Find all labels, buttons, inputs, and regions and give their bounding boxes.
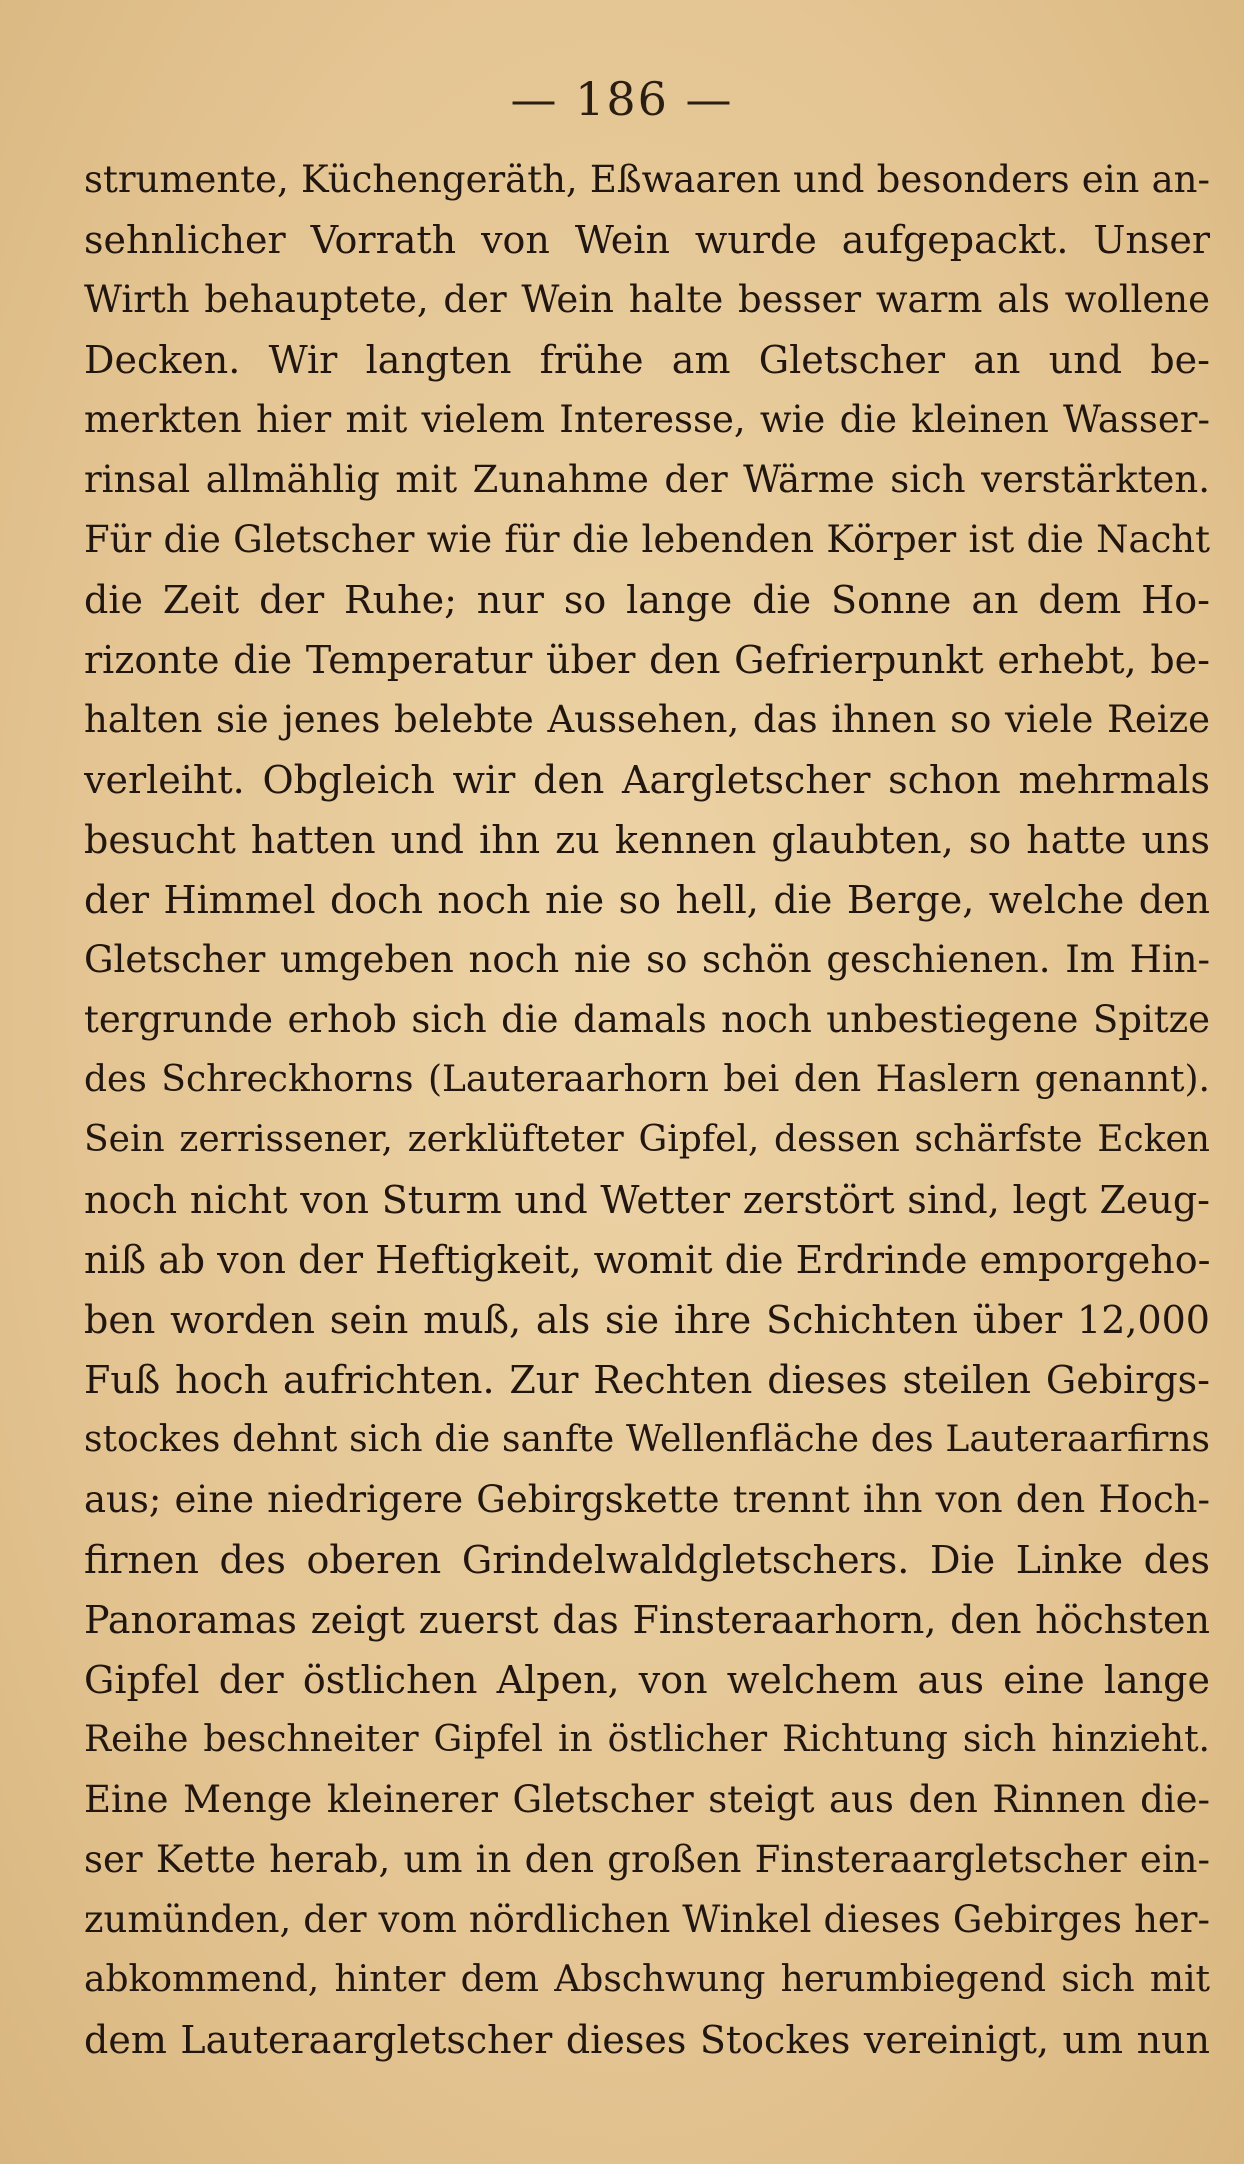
text-line: Reihe beschneiter Gipfel in östlicher Richtung sich hinzieht. bbox=[84, 1719, 1210, 1760]
text-line: Wirth behauptete, der Wein halte besser warm als wollene bbox=[84, 278, 1210, 321]
text-line: merkten hier mit vielem Interesse, wie die kleinen Wasser- bbox=[84, 398, 1210, 441]
text-line: niß ab von der Heftigkeit, womit die Erdrinde emporgeho- bbox=[84, 1238, 1210, 1282]
text-line: rizonte die Temperatur über den Gefrierpunkt erhebt, be- bbox=[84, 638, 1210, 682]
text-line: des Schreckhorns (Lauteraarhorn bei den Haslern genannt). bbox=[84, 1059, 1210, 1100]
text-line: zumünden, der vom nördlichen Winkel dieses Gebirges her- bbox=[84, 1898, 1210, 1941]
text-line: Fuß hoch aufrichten. Zur Rechten dieses steilen Gebirgs- bbox=[84, 1358, 1210, 1402]
text-line: Decken. Wir langten frühe am Gletscher an und be- bbox=[84, 338, 1210, 382]
page-number: — 186 — bbox=[510, 72, 734, 126]
text-line: verleiht. Obgleich wir den Aargletscher schon mehrmals bbox=[84, 758, 1210, 802]
text-line: halten sie jenes belebte Aussehen, das ihnen so viele Reize bbox=[84, 698, 1210, 741]
text-line: strumente, Küchengeräth, Eßwaaren und besonders ein an- bbox=[84, 158, 1210, 201]
text-line: sehnlicher Vorrath von Wein wurde aufgepackt. Unser bbox=[84, 218, 1210, 262]
text-line: firnen des oberen Grindelwaldgletschers. Die Linke des bbox=[84, 1538, 1210, 1582]
text-line: ben worden sein muß, als sie ihre Schichten über 12,000 bbox=[84, 1298, 1210, 1342]
text-line: stockes dehnt sich die sanfte Wellenfläche des Lauteraarfirns bbox=[84, 1419, 1210, 1460]
text-line: tergrunde erhob sich die damals noch unbestiegene Spitze bbox=[84, 998, 1210, 1041]
text-line: rinsal allmählig mit Zunahme der Wärme sich verstärkten. bbox=[84, 458, 1210, 501]
text-line: abkommend, hinter dem Abschwung herumbiegend sich mit bbox=[84, 1959, 1210, 2000]
text-line: noch nicht von Sturm und Wetter zerstört sind, legt Zeug- bbox=[84, 1178, 1210, 1222]
text-line: ser Kette herab, um in den großen Finsteraargletscher ein- bbox=[84, 1838, 1210, 1881]
text-line: Gipfel der östlichen Alpen, von welchem aus eine lange bbox=[84, 1658, 1210, 1702]
text-line: Für die Gletscher wie für die lebenden Körper ist die Nacht bbox=[84, 518, 1210, 561]
body-text bbox=[84, 150, 1210, 2070]
text-line: Panoramas zeigt zuerst das Finsteraarhorn, den höchsten bbox=[84, 1598, 1210, 1642]
text-line: der Himmel doch noch nie so hell, die Berge, welche den bbox=[84, 878, 1210, 922]
text-line: die Zeit der Ruhe; nur so lange die Sonne an dem Ho- bbox=[84, 578, 1210, 622]
text-line: Eine Menge kleinerer Gletscher steigt aus den Rinnen die- bbox=[84, 1778, 1210, 1821]
text-line: aus; eine niedrigere Gebirgskette trennt ihn von den Hoch- bbox=[84, 1478, 1210, 1521]
text-line: besucht hatten und ihn zu kennen glaubten, so hatte uns bbox=[84, 818, 1210, 862]
text-line: Gletscher umgeben noch nie so schön geschienen. Im Hin- bbox=[84, 938, 1210, 981]
text-line: Sein zerrissener, zerklüfteter Gipfel, dessen schärfste Ecken bbox=[84, 1119, 1210, 1160]
text-line: dem Lauteraargletscher dieses Stockes vereinigt, um nun bbox=[84, 2018, 1210, 2062]
